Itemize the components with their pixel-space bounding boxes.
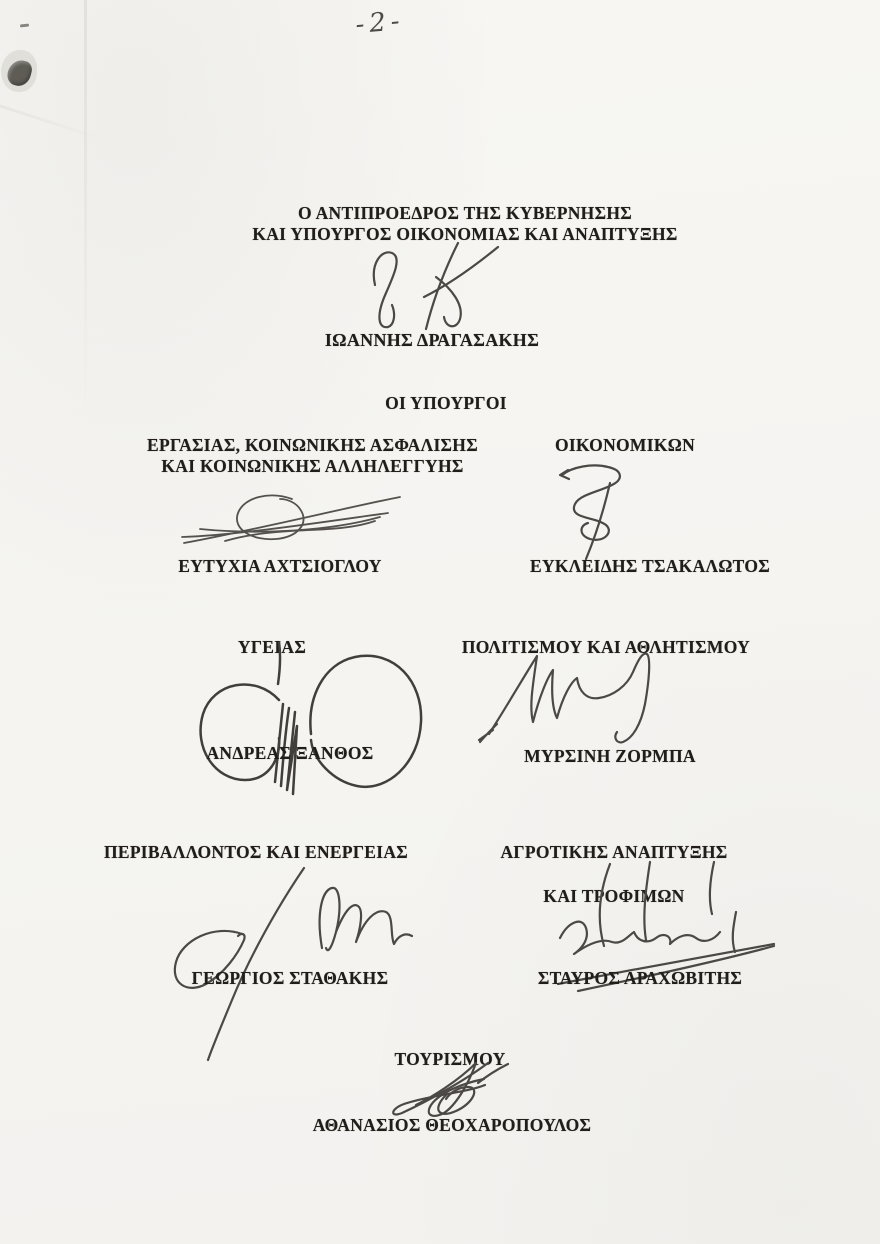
minister-name-tsakalotos: ΕΥΚΛΕΙΔΗΣ ΤΣΑΚΑΛΩΤΟΣ	[529, 556, 770, 576]
vice-president-name: ΙΩΑΝΝΗΣ ΔΡΑΓΑΣΑΚΗΣ	[324, 330, 540, 350]
signature-zormpa	[477, 644, 673, 754]
ministry-label-environment-energy: ΠΕΡΙΒΑΛΛΟΝΤΟΣ ΚΑΙ ΕΝΕΡΓΕΙΑΣ	[103, 842, 409, 862]
ministry-label-health: ΥΓΕΙΑΣ	[237, 637, 307, 657]
minister-name-zormpa: ΜΥΡΣΙΝΗ ΖΟΡΜΠΑ	[524, 746, 696, 766]
ministry-label-finance: ΟΙΚΟΝΟΜΙΚΩΝ	[554, 435, 696, 455]
ministers-heading: ΟΙ ΥΠΟΥΡΓΟΙ	[385, 393, 507, 413]
signature-stathakis	[142, 852, 432, 1064]
minister-name-stathakis: ΓΕΩΡΓΙΟΣ ΣΤΑΘΑΚΗΣ	[191, 968, 389, 988]
minister-name-arachovitis: ΣΤΑΥΡΟΣ ΑΡΑΧΩΒΙΤΗΣ	[537, 968, 743, 988]
page-number: -2-	[354, 5, 406, 41]
vice-president-title-line2: ΚΑΙ ΥΠΟΥΡΓΟΣ ΟΙΚΟΝΟΜΙΑΣ ΚΑΙ ΑΝΑΠΤΥΞΗΣ	[252, 224, 678, 244]
ministry-label-culture-sport: ΠΟΛΙΤΙΣΜΟΥ ΚΑΙ ΑΘΛΗΤΙΣΜΟΥ	[461, 637, 751, 657]
signature-xanthos	[193, 642, 443, 802]
signature-achtsioglou	[180, 489, 405, 549]
minister-name-theocharopoulos: ΑΘΑΝΑΣΙΟΣ ΘΕΟΧΑΡΟΠΟΥΛΟΣ	[312, 1115, 592, 1135]
ministry-label-labour-line2: ΚΑΙ ΚΟΙΝΩΝΙΚΗΣ ΑΛΛΗΛΕΓΓΥΗΣ	[161, 456, 464, 476]
scan-fold-mark	[0, 102, 106, 142]
minister-name-achtsioglou: ΕΥΤΥΧΙΑ ΑΧΤΣΙΟΓΛΟΥ	[178, 556, 382, 576]
ministry-label-rural-line2: ΚΑΙ ΤΡΟΦΙΜΩΝ	[543, 886, 685, 906]
ministry-label-labour-line1: ΕΡΓΑΣΙΑΣ, ΚΟΙΝΩΝΙΚΗΣ ΑΣΦΑΛΙΣΗΣ	[147, 435, 478, 455]
scan-crease-line	[84, 0, 87, 420]
minister-name-xanthos: ΑΝΔΡΕΑΣ ΞΑΝΘΟΣ	[206, 743, 374, 763]
ministry-label-rural-line1: ΑΓΡΟΤΙΚΗΣ ΑΝΑΠΤΥΞΗΣ	[500, 842, 728, 862]
signature-dragasakis	[330, 241, 530, 333]
ministry-label-tourism: ΤΟΥΡΙΣΜΟΥ	[394, 1049, 506, 1069]
vice-president-title-line1: Ο ΑΝΤΙΠΡΟΕΔΡΟΣ ΤΗΣ ΚΥΒΕΡΝΗΣΗΣ	[298, 203, 632, 223]
signature-tsakalotos	[552, 461, 652, 561]
scan-artifact-dash	[20, 24, 29, 28]
